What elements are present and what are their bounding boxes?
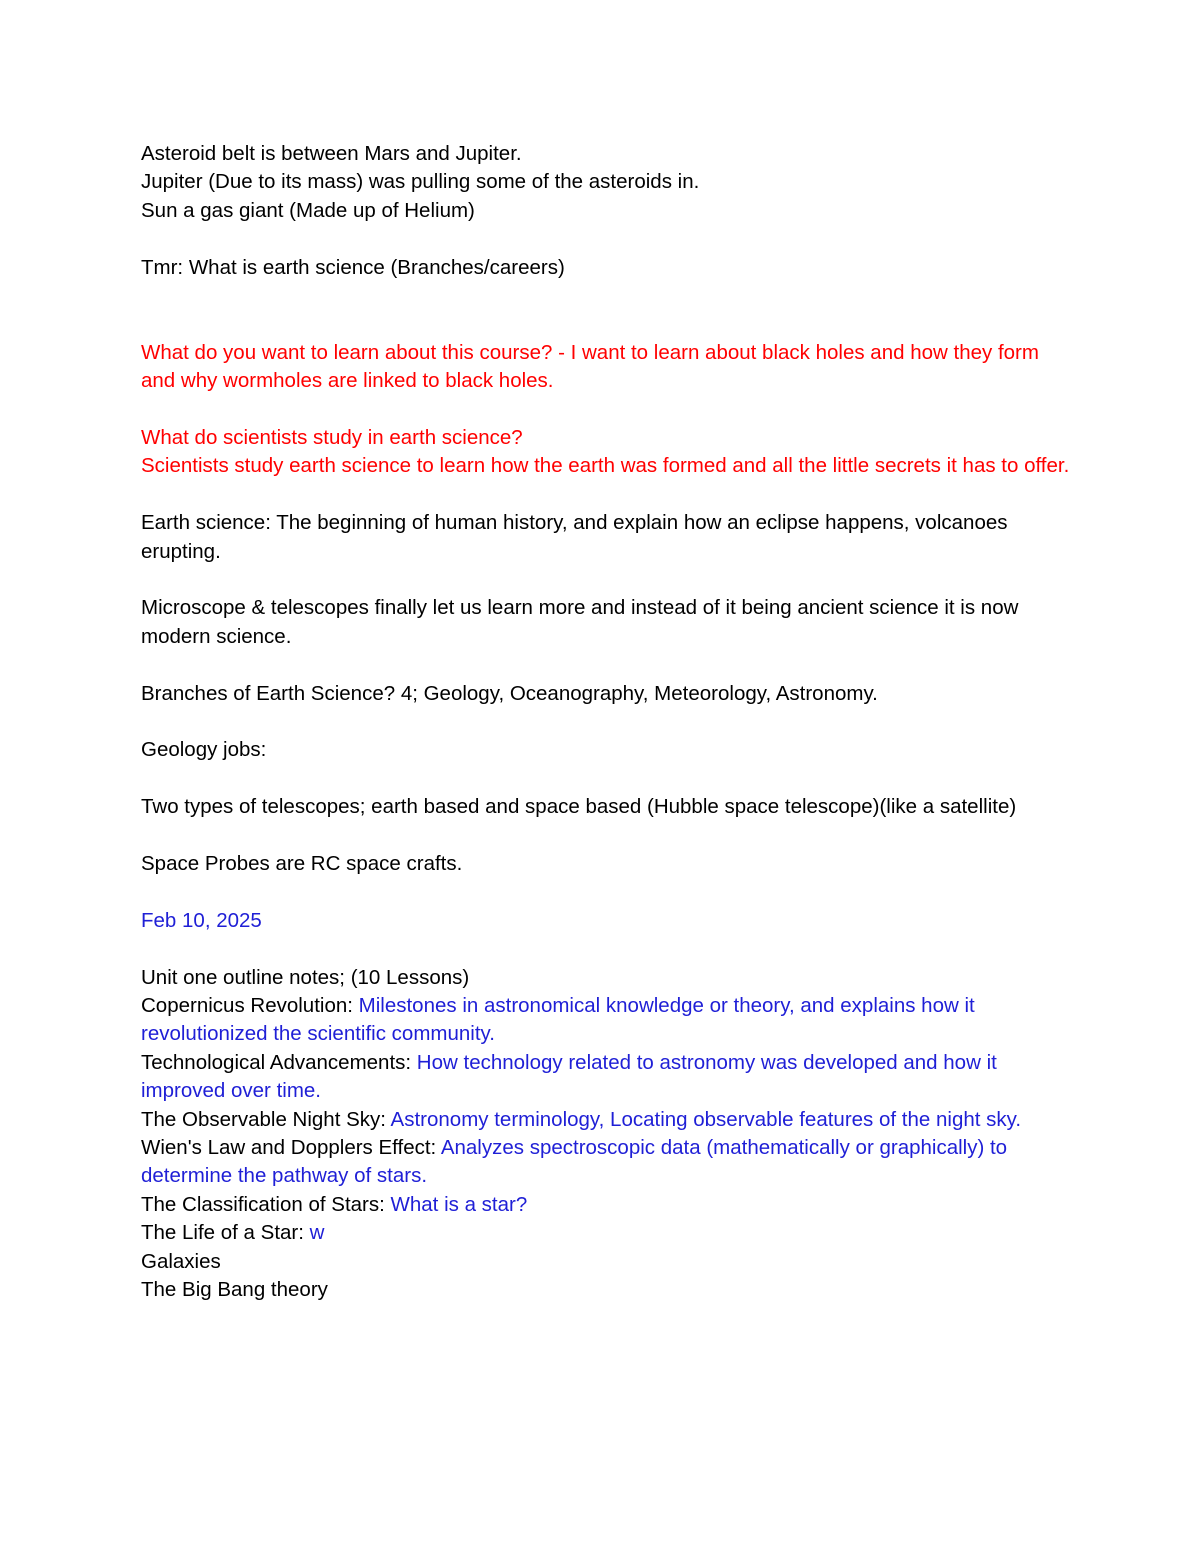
paragraph-telescopes: Two types of telescopes; earth based and space based (Hubble space telescope)(like a satellite) (141, 795, 1017, 819)
blank-line (141, 225, 1071, 253)
outline-item (141, 1219, 1071, 1247)
blank-line (141, 396, 1071, 424)
outline-topic: Galaxies (141, 1249, 221, 1273)
blank-line (141, 765, 1071, 793)
note-line-sun: Sun a gas giant (Made up of Helium) (141, 198, 475, 222)
paragraph-space-probes: Space Probes are RC space crafts. (141, 852, 463, 876)
blank-line (141, 651, 1071, 679)
outline-topic: Wien's Law and Dopplers Effect: (141, 1136, 437, 1160)
blank-line (141, 708, 1071, 736)
paragraph-microscope: Microscope & telescopes finally let us learn more and instead of it being ancient science it is now modern science. (141, 596, 1019, 648)
answer-scientists-study: Scientists study earth science to learn how the earth was formed and all the little secrets it has to offer. (141, 454, 1070, 478)
outline-description: Astronomy terminology, Locating observable features of the night sky. (385, 1107, 1022, 1131)
blank-line (141, 935, 1071, 963)
outline-item (141, 1276, 1071, 1304)
outline-item (141, 1049, 1071, 1106)
outline-description: Analyzes spectroscopic data (mathematically or graphically) to determine the pathway of stars. (141, 1136, 1008, 1188)
outline-item (141, 1248, 1071, 1276)
outline-topic: The Life of a Star: (141, 1221, 304, 1245)
blank-line (141, 822, 1071, 850)
note-line-jupiter: Jupiter (Due to its mass) was pulling some of the asteroids in. (141, 170, 700, 194)
blank-line (141, 878, 1071, 906)
note-line-tomorrow: Tmr: What is earth science (Branches/careers) (141, 255, 565, 279)
paragraph-geology-jobs: Geology jobs: (141, 738, 267, 762)
outline-topic: Technological Advancements: (141, 1050, 412, 1074)
question-learn-course: What do you want to learn about this course? - I want to learn about black holes and how they form and why wormholes are linked to black holes. (141, 340, 1039, 393)
outline-description: w (303, 1221, 325, 1245)
outline-description: What is a star? (384, 1192, 528, 1216)
outline-description: How technology related to astronomy was developed and how it improved over time. (141, 1050, 997, 1103)
outline-description: Milestones in astronomical knowledge or theory, and explains how it revolutionized the scientific community. (141, 994, 975, 1046)
outline-topic: The Big Bang theory (141, 1278, 328, 1302)
paragraph-branches: Branches of Earth Science? 4; Geology, Oceanography, Meteorology, Astronomy. (141, 681, 878, 705)
outline-item (141, 1191, 1071, 1219)
paragraph-earth-science: Earth science: The beginning of human history, and explain how an eclipse happens, volcanoes erupting. (141, 511, 1008, 563)
blank-line (141, 282, 1071, 339)
outline-item (141, 1134, 1071, 1191)
outline-title: Unit one outline notes; (10 Lessons) (141, 965, 470, 989)
blank-line (141, 481, 1071, 509)
outline-topic: The Observable Night Sky: (141, 1107, 386, 1131)
outline-item (141, 1106, 1071, 1134)
note-line-asteroid-belt: Asteroid belt is between Mars and Jupiter. (141, 142, 522, 165)
outline-topic: Copernicus Revolution: (141, 994, 353, 1018)
question-scientists-study: What do scientists study in earth science? (141, 426, 523, 450)
date-heading: Feb 10, 2025 (141, 908, 262, 932)
outline-item (141, 992, 1071, 1049)
outline-topic: The Classification of Stars: (141, 1192, 385, 1216)
document-body (141, 140, 1071, 1304)
blank-line (141, 566, 1071, 594)
